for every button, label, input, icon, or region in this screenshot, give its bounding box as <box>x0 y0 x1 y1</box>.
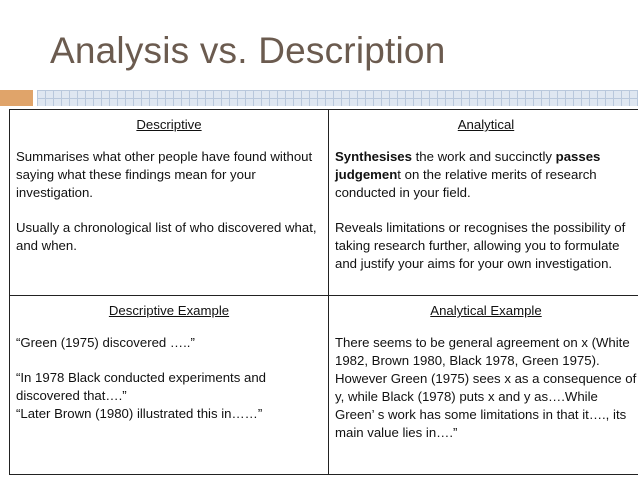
comparison-table <box>9 109 638 475</box>
analytical-para-2: Reveals limitations or recognises the possibility of taking research further, allowing you to formulate and justify your aims for your own investigation. <box>335 220 626 271</box>
accent-band-orange <box>0 90 33 106</box>
analytical-para-1 <box>335 148 637 202</box>
descriptive-para-1: Summarises what other people have found without saying what these findings mean for your investigation. <box>16 149 313 200</box>
table-row <box>10 296 638 475</box>
descriptive-example-heading: Descriptive Example <box>108 303 230 318</box>
accent-band-blue <box>37 90 638 106</box>
descriptive-para-2: Usually a chronological list of who discovered what, and when. <box>16 220 317 253</box>
synthesises-bold: Synthesises <box>335 149 412 164</box>
descriptive-example-line-1: “Green (1975) discovered …..” <box>16 335 195 350</box>
table-row <box>10 110 638 296</box>
descriptive-cell <box>10 110 329 296</box>
descriptive-heading: Descriptive <box>136 117 202 132</box>
analytical-example-heading: Analytical Example <box>430 303 542 318</box>
analytical-example-text: There seems to be general agreement on x (White 1982, Brown 1980, Black 1978, Green 1975). However Green (1975) sees x as a consequence of y, while Black (1978) puts x and y as….While Green’ s work has some limitations in that it…., its main value lies in….” <box>335 335 637 440</box>
descriptive-example-line-2: “In 1978 Black conducted experiments and discovered that….” <box>16 370 266 403</box>
descriptive-example-line-3: “Later Brown (1980) illustrated this in……” <box>16 406 263 421</box>
analytical-example-cell <box>329 296 638 475</box>
analytical-heading: Analytical <box>457 117 515 132</box>
analytical-cell <box>329 110 638 296</box>
descriptive-example-cell <box>10 296 329 475</box>
passes-judgement-bold: passes judgemen <box>335 149 601 182</box>
analytical-text-1: the work and succinctly <box>411 149 556 164</box>
analytical-text-2: t on the relative merits of research conducted in your field. <box>335 167 597 200</box>
slide-title: Analysis vs. Description <box>50 30 446 71</box>
